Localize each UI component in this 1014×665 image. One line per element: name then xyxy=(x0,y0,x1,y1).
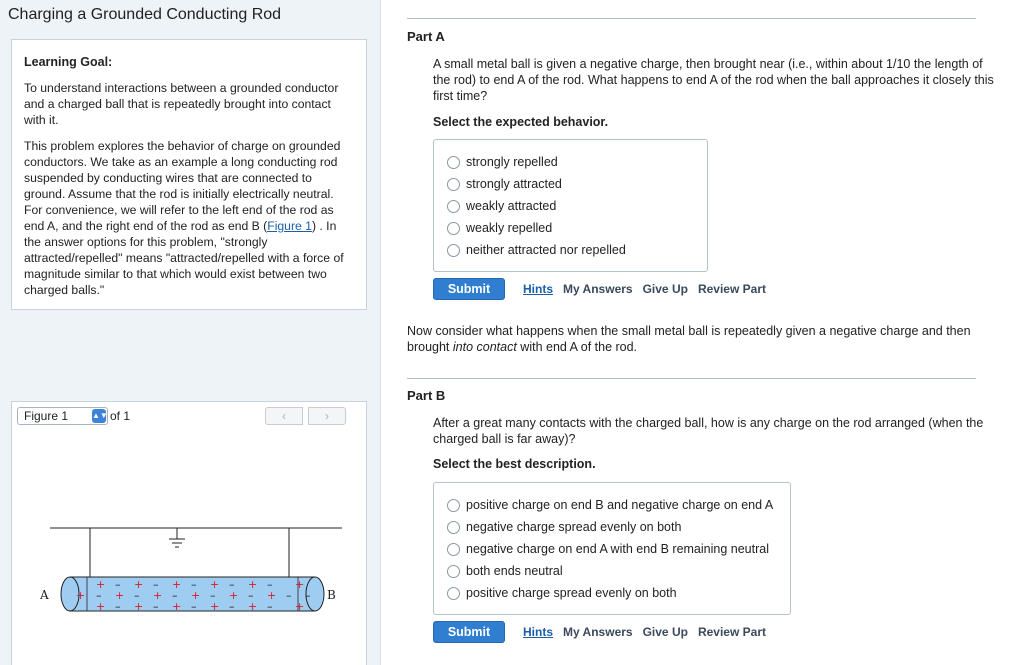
part-b-option[interactable] xyxy=(447,563,563,579)
svg-text:+: + xyxy=(248,578,258,591)
transition-text-italic: into contact xyxy=(452,340,517,354)
radio-button[interactable] xyxy=(447,222,460,235)
part-b-option[interactable] xyxy=(447,497,773,513)
figure-select-value: Figure 1 xyxy=(24,409,69,423)
learning-goal-box xyxy=(11,39,367,310)
my-answers-link[interactable]: My Answers xyxy=(563,625,633,639)
radio-button[interactable] xyxy=(447,543,460,556)
svg-text:+: + xyxy=(210,578,220,591)
part-a-option[interactable] xyxy=(447,242,626,258)
part-b-submit-button[interactable]: Submit xyxy=(433,621,505,643)
option-label: strongly attracted xyxy=(466,177,562,191)
rod-figure xyxy=(12,502,368,622)
option-label: weakly repelled xyxy=(466,221,553,235)
radio-button[interactable] xyxy=(447,178,460,191)
page-title: Charging a Grounded Conducting Rod xyxy=(8,6,282,23)
radio-button[interactable] xyxy=(447,244,460,257)
option-label: weakly attracted xyxy=(466,199,557,213)
part-a-option[interactable] xyxy=(447,176,562,192)
svg-text:+: + xyxy=(172,578,182,591)
svg-text:+: + xyxy=(295,600,305,613)
svg-text:+: + xyxy=(172,600,182,613)
figure-count: of 1 xyxy=(110,409,131,423)
select-arrows-icon: ▲▼ xyxy=(92,409,106,423)
svg-text:–: – xyxy=(229,600,235,613)
learning-goal-heading: Learning Goal: xyxy=(24,55,113,69)
part-b-option[interactable] xyxy=(447,585,677,601)
part-b-question: After a great many contacts with the charged ball, how is any charge on the rod arranged (when the charged ball is far away)? xyxy=(433,416,984,446)
option-label: negative charge on end A with end B remaining neutral xyxy=(466,542,769,556)
svg-text:+: + xyxy=(210,600,220,613)
hints-link[interactable]: Hints xyxy=(523,625,553,639)
my-answers-link[interactable]: My Answers xyxy=(563,282,633,296)
label-a: A xyxy=(40,588,49,602)
svg-text:+: + xyxy=(134,600,144,613)
svg-text:+: + xyxy=(153,589,163,602)
problem-description xyxy=(24,138,354,298)
figure-link[interactable]: Figure 1 xyxy=(267,219,312,233)
part-b-option[interactable] xyxy=(447,541,769,557)
svg-text:–: – xyxy=(229,578,235,591)
part-a-option[interactable] xyxy=(447,154,558,170)
hints-link[interactable]: Hints xyxy=(523,282,553,296)
svg-text:+: + xyxy=(267,589,277,602)
svg-text:+: + xyxy=(229,589,239,602)
review-part-link[interactable]: Review Part xyxy=(697,625,766,639)
part-a-options xyxy=(433,139,708,272)
part-a-instruction: Select the expected behavior. xyxy=(433,115,609,129)
divider xyxy=(407,378,976,379)
svg-text:–: – xyxy=(115,600,121,613)
svg-text:–: – xyxy=(248,589,254,602)
svg-text:+: + xyxy=(96,578,106,591)
svg-text:+: + xyxy=(295,578,305,591)
svg-text:–: – xyxy=(267,600,273,613)
option-label: neither attracted nor repelled xyxy=(466,243,626,257)
figure-select[interactable] xyxy=(17,407,108,425)
label-b: B xyxy=(327,588,336,602)
svg-text:–: – xyxy=(191,600,197,613)
transition-text-end: with end A of the rod. xyxy=(516,340,638,354)
svg-text:–: – xyxy=(153,600,159,613)
svg-text:–: – xyxy=(96,589,102,602)
part-b-option[interactable] xyxy=(447,519,681,535)
divider xyxy=(407,18,976,19)
part-b-options xyxy=(433,482,791,615)
radio-button[interactable] xyxy=(447,156,460,169)
option-label: positive charge spread evenly on both xyxy=(466,586,677,600)
radio-button[interactable] xyxy=(447,200,460,213)
part-b-links xyxy=(523,625,766,639)
right-panel xyxy=(381,0,1014,665)
svg-text:–: – xyxy=(267,578,273,591)
give-up-link[interactable]: Give Up xyxy=(642,625,688,639)
svg-text:+: + xyxy=(248,600,258,613)
svg-text:–: – xyxy=(153,578,159,591)
chevron-left-icon: ‹ xyxy=(282,409,286,423)
radio-button[interactable] xyxy=(447,521,460,534)
svg-text:–: – xyxy=(115,578,121,591)
review-part-link[interactable]: Review Part xyxy=(697,282,766,296)
part-a-option[interactable] xyxy=(447,198,556,214)
option-label: both ends neutral xyxy=(466,564,563,578)
figure-prev-button[interactable] xyxy=(265,407,303,425)
transition-text-start: Now consider what happens when the small metal ball is repeatedly given a negative charge and then brought xyxy=(407,324,971,354)
part-a-question: A small metal ball is given a negative charge, then brought near (i.e., within about 1/10 the length of the rod) to end A of the rod. What happens to end A of the rod when the ball approaches it closely this first time? xyxy=(433,57,994,103)
option-label: strongly repelled xyxy=(466,155,558,169)
chevron-right-icon: › xyxy=(325,409,329,423)
radio-button[interactable] xyxy=(447,587,460,600)
part-a-option[interactable] xyxy=(447,220,552,236)
svg-text:+: + xyxy=(191,589,201,602)
svg-text:+: + xyxy=(134,578,144,591)
option-label: positive charge on end B and negative charge on end A xyxy=(466,498,774,512)
option-label: negative charge spread evenly on both xyxy=(466,520,682,534)
part-b-label: Part B xyxy=(407,388,446,403)
svg-text:+: + xyxy=(76,589,86,602)
svg-text:–: – xyxy=(134,589,140,602)
svg-text:–: – xyxy=(191,578,197,591)
ground-icon xyxy=(169,528,185,547)
description-text-end: ) . In the answer options for this problem, "strongly attracted/repelled" means "attracted/repelled with a force of magnitude similar to that which would exist between two charged balls." xyxy=(24,219,344,297)
figure-panel xyxy=(11,401,367,665)
left-panel xyxy=(0,0,381,665)
svg-text:+: + xyxy=(96,600,106,613)
svg-text:–: – xyxy=(286,589,292,602)
radio-button[interactable] xyxy=(447,565,460,578)
part-a-submit-button[interactable]: Submit xyxy=(433,278,505,300)
svg-text:–: – xyxy=(305,589,311,602)
svg-text:+: + xyxy=(115,589,125,602)
description-text: This problem explores the behavior of charge on grounded conductors. We take as an example a long conducting rod suspended by conducting wires that are connected to ground. Assume that the rod is initially electrically neutral. For convenience, we will refer to the left end of the rod as end A, and the right end of the rod as end B ( xyxy=(24,139,341,233)
svg-text:–: – xyxy=(172,589,178,602)
learning-goal-text: To understand interactions between a grounded conductor and a charged ball that is repeatedly brought into contact with it. xyxy=(24,81,339,127)
part-b-instruction: Select the best description. xyxy=(433,457,596,471)
transition-text xyxy=(407,323,997,355)
svg-text:–: – xyxy=(210,589,216,602)
part-a-links xyxy=(523,282,766,296)
part-a-label: Part A xyxy=(407,29,445,44)
radio-button[interactable] xyxy=(447,499,460,512)
figure-next-button[interactable] xyxy=(308,407,346,425)
give-up-link[interactable]: Give Up xyxy=(642,282,688,296)
